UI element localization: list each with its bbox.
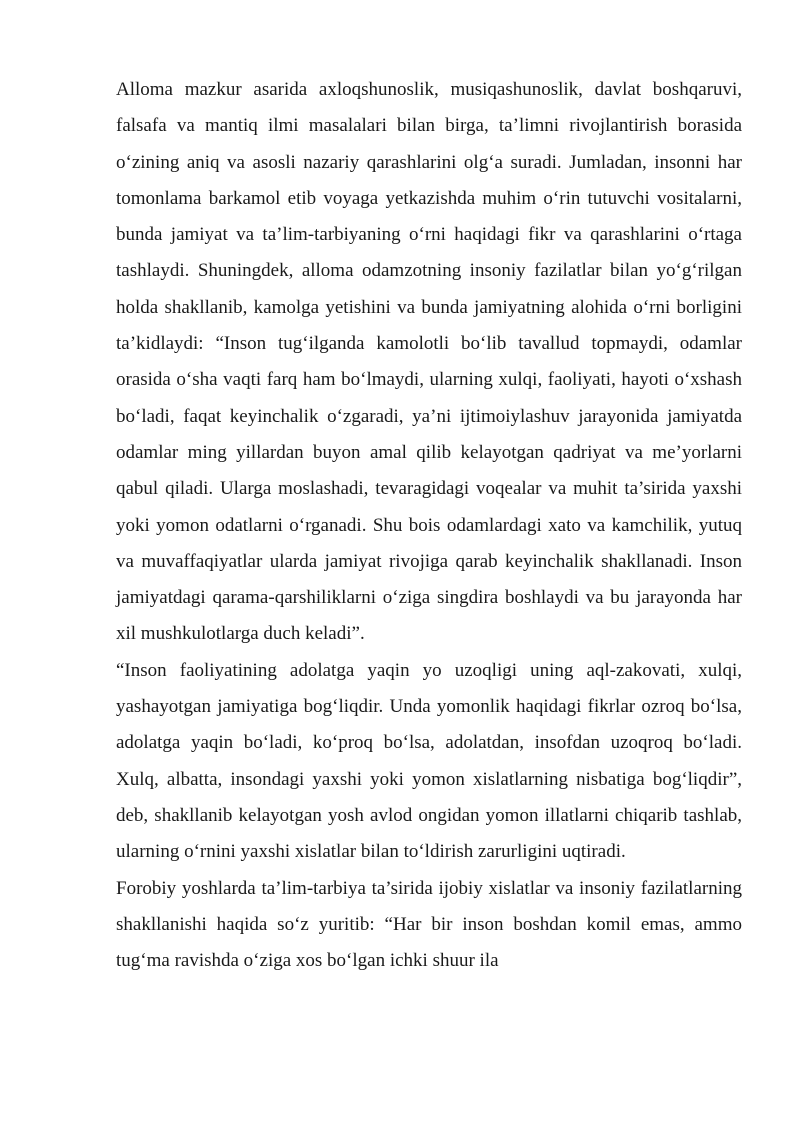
paragraph-2: “Inson faoliyatining adolatga yaqin yo uzoqligi uning aql-zakovati, xulqi, yashayotgan jamiyatiga bog‘liqdir. Unda yomonlik haqidagi fikrlar ozroq bo‘lsa, adolatga yaqin bo‘ladi, ko‘proq bo‘lsa, adolatdan, insofdan uzoqroq bo‘ladi. Xulq, albatta, insondagi yaxshi yoki yomon xislatlarning nisbatiga bog‘liqdir”, deb, shakllanib kelayotgan yosh avlod ongidan yomon illatlarni chiqarib tashlab, ularning o‘rnini yaxshi xislatlar bilan to‘ldirish zarurligini uqtiradi. (116, 659, 742, 863)
paragraph-3: Forobiy yoshlarda ta’lim-tarbiya ta’sirida ijobiy xislatlar va insoniy fazilatlarning shakllanishi haqida so‘z yuritib: “Har bir inson boshdan komil emas, ammo tug‘ma ravishda o‘ziga xos bo‘lgan ichki shuur ila (116, 877, 742, 972)
paragraph-1: Alloma mazkur asarida axloqshunoslik, musiqashunoslik, davlat boshqaruvi, falsafa va mantiq ilmi masalalari bilan birga, ta’limni rivojlantirish borasida o‘zining aniq va asosli nazariy qarashlarini olg‘a suradi. Jumladan, insonni har tomonlama barkamol etib voyaga yetkazishda muhim o‘rin tutuvchi vositalarni, bunda jamiyat va ta’lim-tarbiyaning o‘rni haqidagi fikr va qarashlarini o‘rtaga tashlaydi. Shuningdek, alloma odamzotning insoniy fazilatlar bilan yo‘g‘rilgan holda shakllanib, kamolga yetishini va bunda jamiyatning alohida o‘rni borligini ta’kidlaydi: “Inson tug‘ilganda kamolotli bo‘lib tavallud topmaydi, odamlar orasida o‘sha vaqti farq ham bo‘lmaydi, ularning xulqi, faoliyati, hayoti o‘xshash bo‘ladi, faqat keyinchalik o‘zgaradi, ya’ni ijtimoiylashuv jarayonida jamiyatda odamlar ming yillardan buyon amal qilib kelayotgan qadriyat va me’yorlarni qabul qiladi. Ularga moslashadi, tevaragidagi voqealar va muhit ta’sirida yaxshi yoki yomon odatlarni o‘rganadi. Shu bois odamlardagi xato va kamchilik, yutuq va muvaffaqiyatlar ularda jamiyat rivojiga qarab keyinchalik shakllanadi. Inson jamiyatdagi qarama-qarshiliklarni o‘ziga singdira boshlaydi va bu jarayonda har xil mushkulotlarga duch keladi”. (116, 79, 742, 645)
document-page (116, 72, 742, 979)
